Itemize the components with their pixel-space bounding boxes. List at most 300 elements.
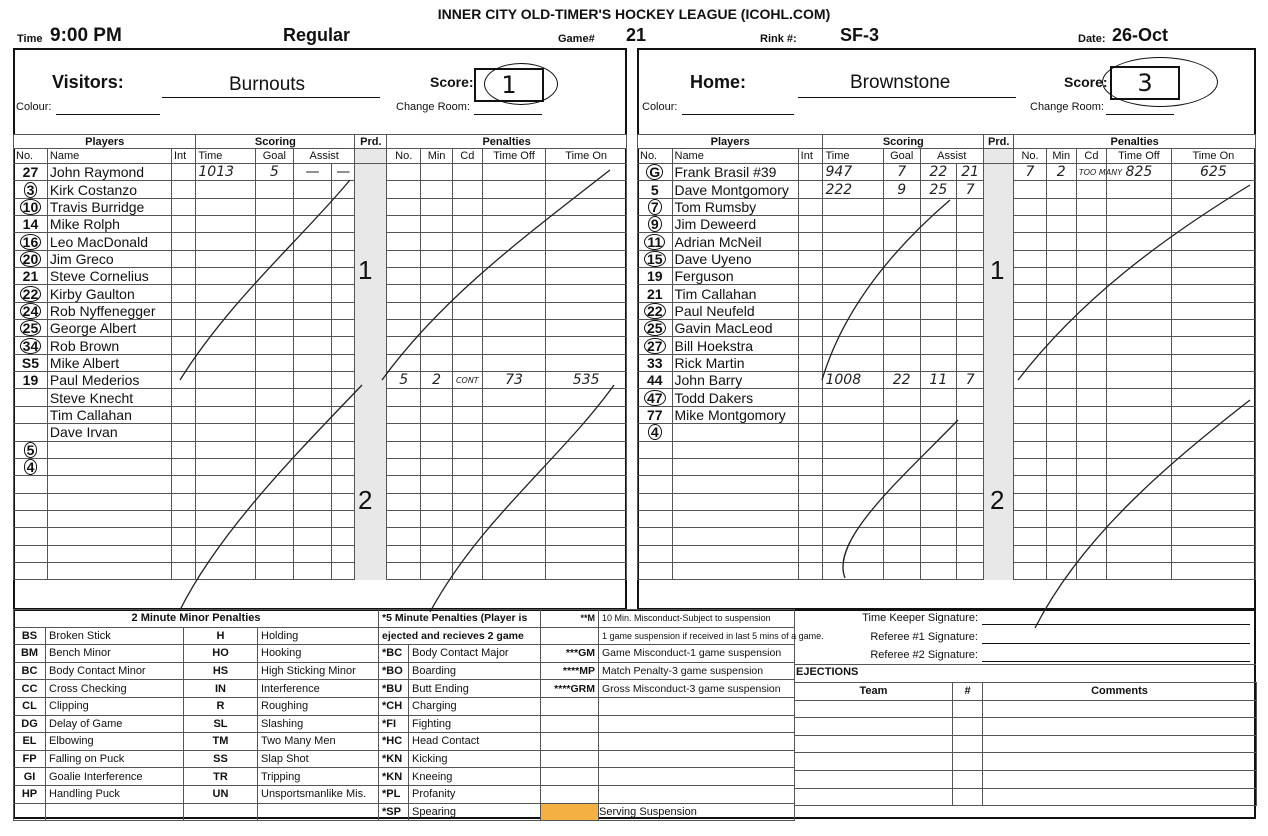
pen-cd-cell	[1076, 285, 1106, 302]
player-number: 44	[646, 372, 663, 389]
player-number: 14	[22, 216, 39, 233]
assist-cell	[920, 216, 957, 233]
goal-cell	[255, 476, 293, 493]
int-cell	[798, 337, 823, 354]
pen-off-cell	[1107, 528, 1172, 545]
pen-no-cell	[387, 476, 421, 493]
pen-cd-cell	[1076, 493, 1106, 510]
pen-off-cell	[482, 233, 546, 250]
roster-row	[638, 354, 1256, 371]
goal-cell	[255, 198, 293, 215]
player-no-cell	[14, 268, 48, 285]
pen-off-cell	[482, 354, 546, 371]
scoring-header: Scoring	[196, 135, 355, 149]
assist-cell	[920, 510, 957, 527]
goal-cell	[883, 389, 920, 406]
time-cell	[823, 198, 883, 215]
assist-cell	[957, 545, 984, 562]
roster-row	[638, 164, 1256, 181]
assist-cell	[332, 302, 355, 319]
pen-cd-cell	[1076, 389, 1106, 406]
pen-on-cell	[1171, 354, 1255, 371]
time-cell	[823, 441, 883, 458]
int-cell	[798, 164, 823, 181]
pen-cd-cell	[452, 198, 482, 215]
pen-cd-cell	[452, 458, 482, 475]
assist-cell	[957, 268, 984, 285]
pen-off-cell	[1107, 406, 1172, 423]
assist-cell	[957, 302, 984, 319]
player-no-cell	[638, 528, 673, 545]
time-cell	[823, 250, 883, 267]
pen-min-cell	[1046, 458, 1076, 475]
pen-off-cell	[1107, 493, 1172, 510]
col-assist: Assist	[920, 149, 984, 164]
player-name: Dave Irvan	[47, 424, 171, 441]
pen-no-cell	[387, 424, 421, 441]
signature-line[interactable]	[982, 624, 1250, 625]
col-pno: No.	[387, 149, 421, 164]
int-cell	[798, 493, 823, 510]
assist-cell	[332, 250, 355, 267]
pen-on-cell	[546, 285, 627, 302]
pen-off-cell	[1107, 424, 1172, 441]
col-name: Name	[47, 149, 171, 164]
assist-cell	[920, 528, 957, 545]
assist-cell	[332, 285, 355, 302]
pen-no-cell	[387, 389, 421, 406]
roster-row	[14, 320, 627, 337]
pen-cd-cell	[1076, 320, 1106, 337]
player-number: S5	[21, 354, 40, 371]
pen-on-cell	[546, 441, 627, 458]
pen-cd-cell	[452, 337, 482, 354]
player-name-cell	[47, 476, 171, 493]
player-name: Mike Albert	[47, 354, 171, 371]
time-cell	[823, 389, 883, 406]
pen-on-cell	[546, 424, 627, 441]
visitors-score-label: Score:	[430, 74, 474, 90]
rink-label: Rink #:	[760, 33, 797, 45]
code: *KN	[379, 768, 409, 786]
code: *BU	[379, 680, 409, 698]
prd-cell	[355, 285, 387, 302]
desc: Spearing	[409, 803, 541, 821]
player-number: 9	[648, 216, 662, 232]
pen-min-cell	[421, 476, 453, 493]
goal-cell	[883, 233, 920, 250]
player-no-cell	[14, 545, 48, 562]
int-cell	[171, 528, 195, 545]
col-prd	[355, 149, 387, 164]
assist-cell	[332, 510, 355, 527]
time-cell	[196, 233, 255, 250]
pen-time-off: 825	[1107, 164, 1172, 181]
prd-cell	[355, 372, 387, 389]
assist-cell	[332, 216, 355, 233]
pen-cd-cell	[452, 528, 482, 545]
roster-row	[14, 424, 627, 441]
goal-cell	[883, 476, 920, 493]
pen-on-cell	[1171, 458, 1255, 475]
goal-cell	[255, 458, 293, 475]
assist-cell	[293, 354, 331, 371]
prd-cell	[355, 424, 387, 441]
pen-off-cell	[482, 424, 546, 441]
roster-row	[638, 216, 1256, 233]
prd-cell	[984, 441, 1014, 458]
pen-cd-cell	[1076, 562, 1106, 579]
assist-cell	[293, 406, 331, 423]
pen-on-cell	[546, 354, 627, 371]
code: BS	[14, 627, 46, 645]
prd-cell	[984, 320, 1014, 337]
pen-off-cell	[482, 545, 546, 562]
pen-off-cell	[482, 285, 546, 302]
code: H	[184, 627, 258, 645]
pen-on-cell	[1171, 198, 1255, 215]
roster-row	[638, 337, 1256, 354]
player-name-cell	[672, 510, 798, 527]
desc: Cross Checking	[46, 680, 184, 698]
pen-no-cell	[387, 441, 421, 458]
player-no-cell	[638, 476, 673, 493]
player-name: Kirby Gaulton	[47, 285, 171, 302]
player-name: Leo MacDonald	[47, 233, 171, 250]
assist-cell	[957, 233, 984, 250]
assist-cell	[920, 250, 957, 267]
player-name-cell	[672, 562, 798, 579]
code: BC	[14, 662, 46, 680]
pen-cd-cell	[452, 320, 482, 337]
int-cell	[798, 181, 823, 198]
player-number: 16	[20, 234, 42, 250]
player-no-cell	[14, 302, 48, 319]
pen-no-cell	[1014, 302, 1046, 319]
goal-time: 1013	[196, 164, 255, 181]
player-no-cell	[638, 545, 673, 562]
pen-cd-cell	[1076, 441, 1106, 458]
desc: Roughing	[258, 697, 379, 715]
assist-cell	[332, 268, 355, 285]
player-number: 33	[646, 354, 663, 371]
roster-row	[638, 285, 1256, 302]
player-no-cell	[14, 528, 48, 545]
desc: Profanity	[409, 785, 541, 803]
time-cell	[823, 337, 883, 354]
col-no: No.	[638, 149, 673, 164]
roster-row	[14, 389, 627, 406]
prd-cell	[355, 441, 387, 458]
time-cell	[196, 372, 255, 389]
pen-on-cell	[546, 458, 627, 475]
goal-cell	[255, 233, 293, 250]
time-cell	[823, 268, 883, 285]
int-cell	[171, 510, 195, 527]
assist-cell	[293, 458, 331, 475]
desc: Charging	[409, 697, 541, 715]
time-cell	[196, 458, 255, 475]
assist-cell	[920, 320, 957, 337]
player-no-cell	[638, 406, 673, 423]
player-no-cell	[638, 250, 673, 267]
code: *HC	[379, 733, 409, 751]
pen-no-cell	[1014, 476, 1046, 493]
goal-cell	[255, 337, 293, 354]
signature-line[interactable]	[982, 661, 1250, 662]
player-no-cell	[14, 406, 48, 423]
pen-no-cell	[1014, 337, 1046, 354]
pen-cd: TOO MANY	[1076, 164, 1106, 181]
pen-no-cell	[387, 458, 421, 475]
assist-cell	[957, 250, 984, 267]
desc: Match Penalty-3 game suspension	[599, 662, 795, 680]
code: GI	[14, 768, 46, 786]
pen-on-cell	[546, 337, 627, 354]
assist-cell	[920, 476, 957, 493]
desc: Hooking	[258, 645, 379, 663]
roster-row	[14, 493, 627, 510]
player-number: 19	[22, 372, 39, 389]
assist-cell	[293, 302, 331, 319]
player-number: 10	[20, 199, 42, 215]
goal-cell	[883, 510, 920, 527]
time-cell	[823, 424, 883, 441]
col-time-off: Time Off	[482, 149, 546, 164]
assist-cell	[293, 545, 331, 562]
int-cell	[798, 562, 823, 579]
pen-on-cell	[1171, 337, 1255, 354]
ejections-team: Team	[795, 683, 953, 701]
pen-no-cell	[387, 216, 421, 233]
assist-cell	[957, 337, 984, 354]
pen-cd-cell	[452, 476, 482, 493]
desc: Kicking	[409, 750, 541, 768]
pen-on-cell	[1171, 320, 1255, 337]
roster-row	[638, 424, 1256, 441]
prd-cell	[355, 337, 387, 354]
pen-on-cell	[546, 250, 627, 267]
pen-off-cell	[1107, 458, 1172, 475]
time-cell	[823, 493, 883, 510]
pen-no-cell	[387, 510, 421, 527]
time-cell	[823, 476, 883, 493]
pen-cd-cell	[452, 285, 482, 302]
code: ****MP	[541, 662, 599, 680]
pen-no-cell	[387, 528, 421, 545]
prd-cell	[355, 233, 387, 250]
time-cell	[823, 285, 883, 302]
goal-cell	[883, 285, 920, 302]
assist-2: 21	[957, 164, 984, 181]
assist-cell	[332, 372, 355, 389]
time-cell	[823, 562, 883, 579]
int-cell	[171, 302, 195, 319]
time-cell	[196, 493, 255, 510]
assist-cell	[332, 337, 355, 354]
player-number: 34	[20, 338, 42, 354]
goal-cell	[883, 198, 920, 215]
pen-off-cell	[482, 250, 546, 267]
int-cell	[798, 372, 823, 389]
pen-no-cell	[1014, 250, 1046, 267]
assist-cell	[920, 389, 957, 406]
code: HS	[184, 662, 258, 680]
pen-min-cell	[1046, 302, 1076, 319]
goal-cell	[255, 302, 293, 319]
assist-2: 7	[957, 181, 984, 198]
time-cell	[196, 285, 255, 302]
goal-cell	[255, 493, 293, 510]
pen-off-cell	[482, 510, 546, 527]
player-name: Adrian McNeil	[672, 233, 798, 250]
pen-min-cell	[421, 493, 453, 510]
pen-off-cell	[1107, 198, 1172, 215]
pen-no-cell	[387, 198, 421, 215]
time-cell	[196, 198, 255, 215]
time-cell	[196, 302, 255, 319]
pen-on-cell	[546, 493, 627, 510]
int-cell	[171, 354, 195, 371]
desc: Broken Stick	[46, 627, 184, 645]
roster-row	[638, 198, 1256, 215]
visitors-team: Burnouts	[229, 74, 306, 95]
int-cell	[171, 476, 195, 493]
int-cell	[171, 493, 195, 510]
int-cell	[171, 198, 195, 215]
pen-cd: CONT	[452, 372, 482, 389]
ejections-comments: Comments	[983, 683, 1257, 701]
pen-on-cell	[1171, 250, 1255, 267]
player-name: Mike Rolph	[47, 216, 171, 233]
time-cell	[823, 320, 883, 337]
league-title: INNER CITY OLD-TIMER'S HOCKEY LEAGUE (ICOHL.COM)	[437, 6, 831, 22]
pen-on-cell	[546, 216, 627, 233]
pen-no-cell	[387, 268, 421, 285]
pen-on-cell	[546, 389, 627, 406]
code: SS	[184, 750, 258, 768]
time-cell	[196, 250, 255, 267]
home-colour-label: Colour:	[642, 101, 678, 113]
assist-cell	[920, 285, 957, 302]
roster-row	[638, 406, 1256, 423]
pen-min-cell	[421, 164, 453, 181]
signature-label: Referee #2 Signature:	[870, 649, 978, 661]
pen-no-cell	[1014, 510, 1046, 527]
player-no-cell	[638, 458, 673, 475]
player-name	[47, 458, 171, 475]
player-name: Gavin MacLeod	[672, 320, 798, 337]
assist-cell	[293, 562, 331, 579]
pen-on-cell	[546, 320, 627, 337]
time-cell	[196, 476, 255, 493]
roster-row	[14, 337, 627, 354]
player-number: G	[646, 164, 663, 180]
desc: Kneeing	[409, 768, 541, 786]
player-no-cell	[638, 372, 673, 389]
assist-cell	[957, 406, 984, 423]
player-name: Kirk Costanzo	[47, 181, 171, 198]
players-header: Players	[14, 135, 196, 149]
pen-cd-cell	[1076, 372, 1106, 389]
assist-cell	[293, 320, 331, 337]
major-title-2: ejected and recieves 2 game	[379, 627, 541, 645]
player-number: 5	[24, 442, 38, 458]
player-name-cell	[47, 562, 171, 579]
player-number: 25	[20, 320, 42, 336]
time-cell	[196, 441, 255, 458]
player-name: Rob Brown	[47, 337, 171, 354]
scoring-header: Scoring	[823, 135, 984, 149]
pen-off-cell	[482, 268, 546, 285]
pen-no-cell	[1014, 528, 1046, 545]
player-name	[672, 424, 798, 441]
int-cell	[798, 233, 823, 250]
goal-cell	[883, 320, 920, 337]
roster-row	[14, 216, 627, 233]
col-time-off: Time Off	[1107, 149, 1172, 164]
assist-cell	[957, 493, 984, 510]
code: *SP	[379, 803, 409, 821]
assist-cell	[957, 285, 984, 302]
code: FP	[14, 750, 46, 768]
player-no-cell	[638, 233, 673, 250]
player-no-cell	[638, 562, 673, 579]
assist-cell	[957, 510, 984, 527]
pen-cd-cell	[1076, 268, 1106, 285]
prd-cell	[355, 320, 387, 337]
player-number: 47	[644, 390, 666, 406]
pen-on-cell	[546, 528, 627, 545]
pen-cd-cell	[1076, 510, 1106, 527]
col-time: Time	[196, 149, 255, 164]
roster-row	[638, 441, 1256, 458]
roster-row	[638, 545, 1256, 562]
pen-no-cell	[387, 181, 421, 198]
desc: 1 game suspension if received in last 5 mins of a game.	[599, 627, 795, 645]
goal-cell	[255, 406, 293, 423]
pen-on-cell	[546, 510, 627, 527]
pen-no-cell	[1014, 372, 1046, 389]
pen-on-cell	[546, 406, 627, 423]
pen-min-cell	[1046, 233, 1076, 250]
int-cell	[171, 424, 195, 441]
assist-cell	[293, 250, 331, 267]
goal-cell	[883, 337, 920, 354]
player-no-cell	[14, 198, 48, 215]
player-number: 15	[644, 251, 666, 267]
pen-cd-cell	[452, 545, 482, 562]
desc: Elbowing	[46, 733, 184, 751]
pen-on-cell	[1171, 441, 1255, 458]
pen-off-cell	[482, 562, 546, 579]
pen-min-cell	[1046, 354, 1076, 371]
roster-row	[14, 562, 627, 579]
player-no-cell	[14, 233, 48, 250]
pen-on-cell	[1171, 389, 1255, 406]
assist-cell	[920, 302, 957, 319]
pen-on-cell	[546, 198, 627, 215]
pen-cd-cell	[452, 389, 482, 406]
prd-cell	[355, 406, 387, 423]
signature-line[interactable]	[982, 643, 1250, 644]
col-time-on: Time On	[1171, 149, 1255, 164]
assist-cell	[920, 354, 957, 371]
game-type: Regular	[283, 25, 351, 45]
desc: Holding	[258, 627, 379, 645]
pen-cd-cell	[1076, 406, 1106, 423]
ejections-num: #	[953, 683, 983, 701]
